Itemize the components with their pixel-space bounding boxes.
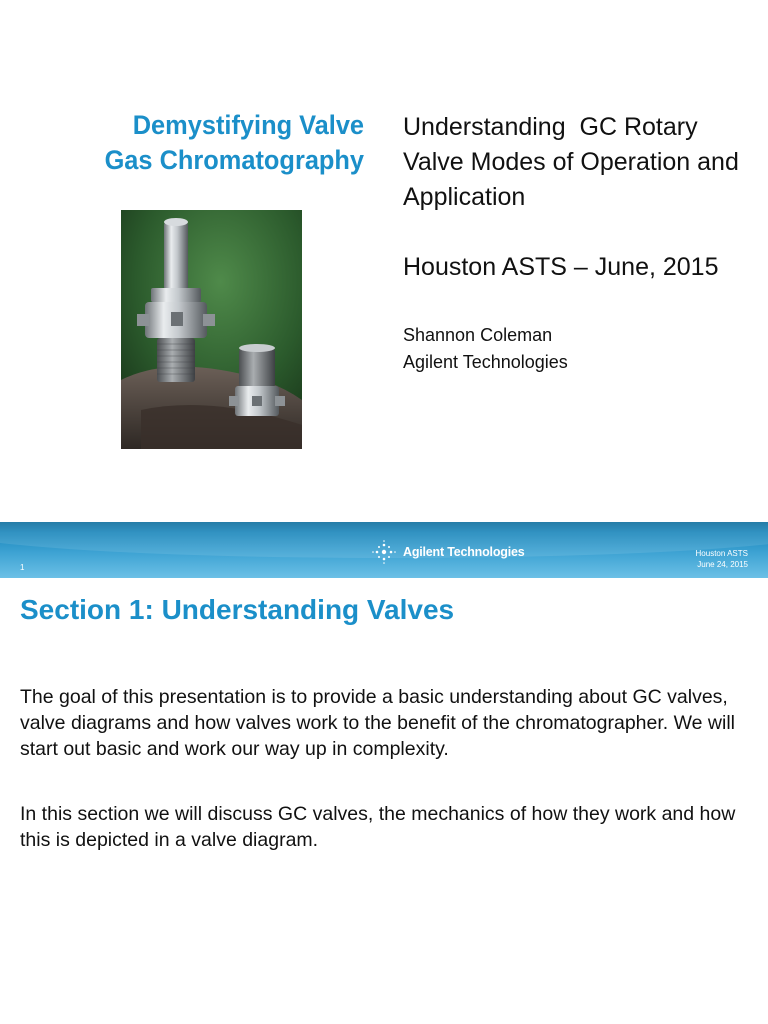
subtitle [403,110,763,215]
deck-title-line-2: Gas Chromatography [104,145,364,175]
agilent-logo [371,541,524,563]
presenter-block [403,322,568,376]
brand-name: Agilent Technologies [403,545,525,559]
footer-date: June 24, 2015 [697,560,748,569]
footer-event: Houston ASTS [695,549,748,558]
slide-number: 1 [20,563,25,572]
presenter-org: Agilent Technologies [403,352,568,372]
presenter-name: Shannon Coleman [403,325,553,345]
agilent-spark-icon [371,539,397,565]
slide-footer [0,522,768,578]
intro-paragraph: The goal of this presentation is to provide a basic understanding about GC valves, valve diagrams and how valves work to the benefit of the chromatographer. We will start out basic and work our way up in complexity. [20,686,736,760]
subtitle-line-2: Valve Modes of Operation and [403,148,739,176]
event-line: Houston ASTS – June, 2015 [403,253,719,281]
deck-title-line-1: Demystifying Valve [132,110,364,140]
subtitle-line-3: Application [403,183,526,211]
subtitle-line-1: Understanding GC Rotary [403,113,698,141]
deck-title [105,108,364,178]
section-title: Section 1: Understanding Valves [20,594,455,625]
section-paragraph: In this section we will discuss GC valves, the mechanics of how they work and how this is depicted in a valve diagram. [20,803,736,851]
valve-photo [121,210,302,449]
footer-meta [696,548,748,570]
